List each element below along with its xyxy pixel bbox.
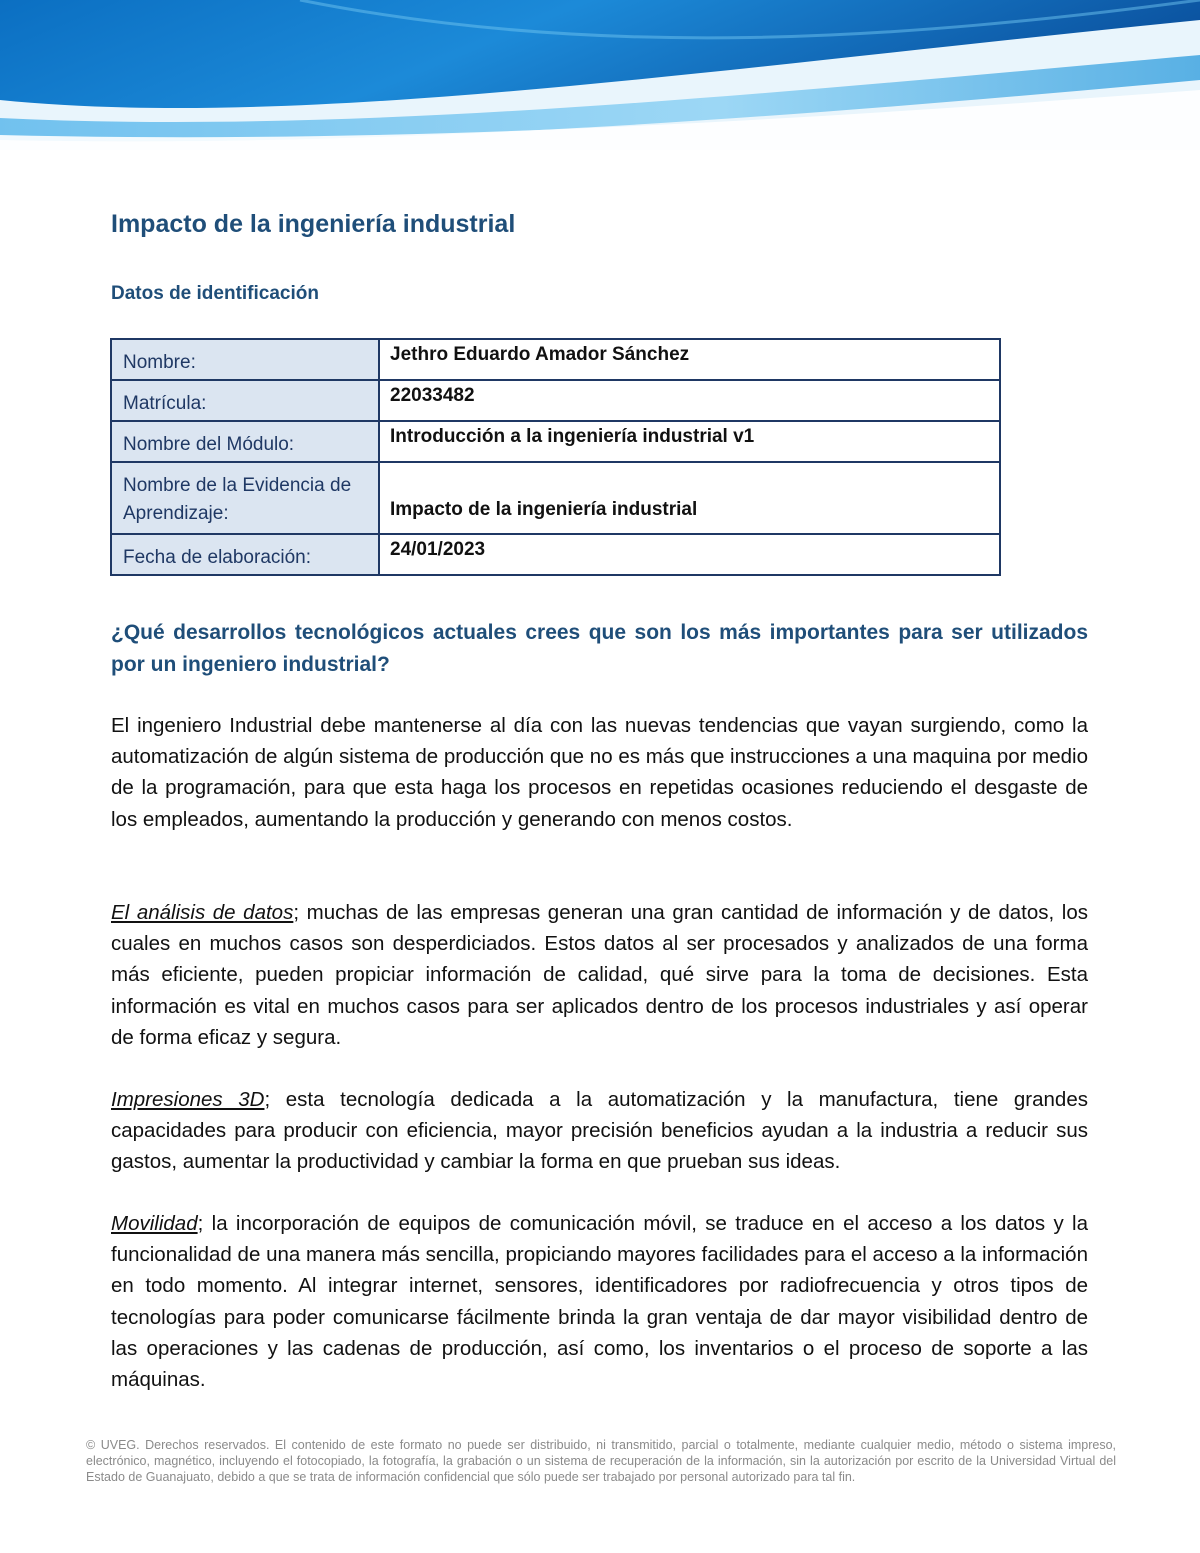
table-row — [111, 534, 1000, 575]
copyright-footer: © UVEG. Derechos reservados. El contenido de este formato no puede ser distribuido, ni transmitido, parcial o totalmente, mediante cualquier medio, método o sistema impreso, electrónico, magnético, incluyendo el fotocopiado, la fotografía, la grabación o un sistema de recuperación de la información, sin la autorización por escrito de la Universidad Virtual del Estado de Guanajuato, debido a que se trata de información confidencial que sólo puede ser trabajado por personal autorizado para tal fin. — [86, 1438, 1116, 1484]
value-cell: 24/01/2023 — [379, 534, 1000, 575]
label-cell: Nombre: — [111, 339, 379, 380]
label-cell: Matrícula: — [111, 380, 379, 421]
label-cell: Fecha de elaboración: — [111, 534, 379, 575]
table-row — [111, 380, 1000, 421]
table-row — [111, 339, 1000, 380]
label-cell: Nombre del Módulo: — [111, 421, 379, 462]
term-label: Impresiones 3D — [111, 1088, 265, 1111]
value-cell: Introducción a la ingeniería industrial v1 — [379, 421, 1000, 462]
value-cell: 22033482 — [379, 380, 1000, 421]
paragraph-text: ; esta tecnología dedicada a la automatización y la manufactura, tiene grandes capacidades para producir con eficiencia, mayor precisión beneficios ayudan a la industria a reducir sus gastos, aumentar la productividad y cambiar la forma en que prueban sus ideas. — [111, 1088, 1088, 1174]
term-label: El análisis de datos — [111, 901, 294, 924]
value-cell: Impacto de la ingeniería industrial — [379, 462, 1000, 534]
question-heading: ¿Qué desarrollos tecnológicos actuales crees que son los más importantes para ser utilizados por un ingeniero industrial? — [111, 621, 1088, 676]
table-row — [111, 421, 1000, 462]
paragraph-mobility — [111, 1208, 1088, 1395]
paragraph-intro — [111, 710, 1088, 835]
paragraph-3d-printing — [111, 1084, 1088, 1178]
paragraph-data-analysis — [111, 897, 1088, 1053]
paragraph-text: ; muchas de las empresas generan una gran cantidad de información y de datos, los cuales en muchos casos son desperdiciados. Estos datos al ser procesados y analizados de una forma más eficiente, pueden propiciar información de calidad, qué sirve para la toma de decisiones. Esta información es vital en muchos casos para ser aplicados dentro de los procesos industriales y así operar de forma eficaz y segura. — [111, 901, 1088, 1049]
identification-table — [110, 338, 1001, 576]
label-cell: Nombre de la Evidencia de Aprendizaje: — [111, 462, 379, 534]
paragraph-text: El ingeniero Industrial debe mantenerse al día con las nuevas tendencias que vayan surgiendo, como la automatización de algún sistema de producción que no es más que instrucciones a una maquina por medio de la programación, para que esta haga los procesos en repetidas ocasiones reduciendo el desgaste de los empleados, aumentando la producción y generando con menos costos. — [111, 714, 1088, 831]
document-title: Impacto de la ingeniería industrial — [111, 210, 516, 238]
header-banner — [0, 0, 1200, 150]
table-row — [111, 462, 1000, 534]
term-label: Movilidad — [111, 1212, 198, 1235]
value-cell: Jethro Eduardo Amador Sánchez — [379, 339, 1000, 380]
paragraph-text: ; la incorporación de equipos de comunicación móvil, se traduce en el acceso a los datos y la funcionalidad de una manera más sencilla, propiciando mayores facilidades para el acceso a la información en todo momento. Al integrar internet, sensores, identificadores por radiofrecuencia y otros tipos de tecnologías para poder comunicarse fácilmente brinda la gran ventaja de dar mayor visibilidad dentro de las operaciones y las cadenas de producción, así como, los inventarios o el proceso de soporte a las máquinas. — [111, 1212, 1088, 1392]
section-subtitle: Datos de identificación — [111, 283, 319, 304]
